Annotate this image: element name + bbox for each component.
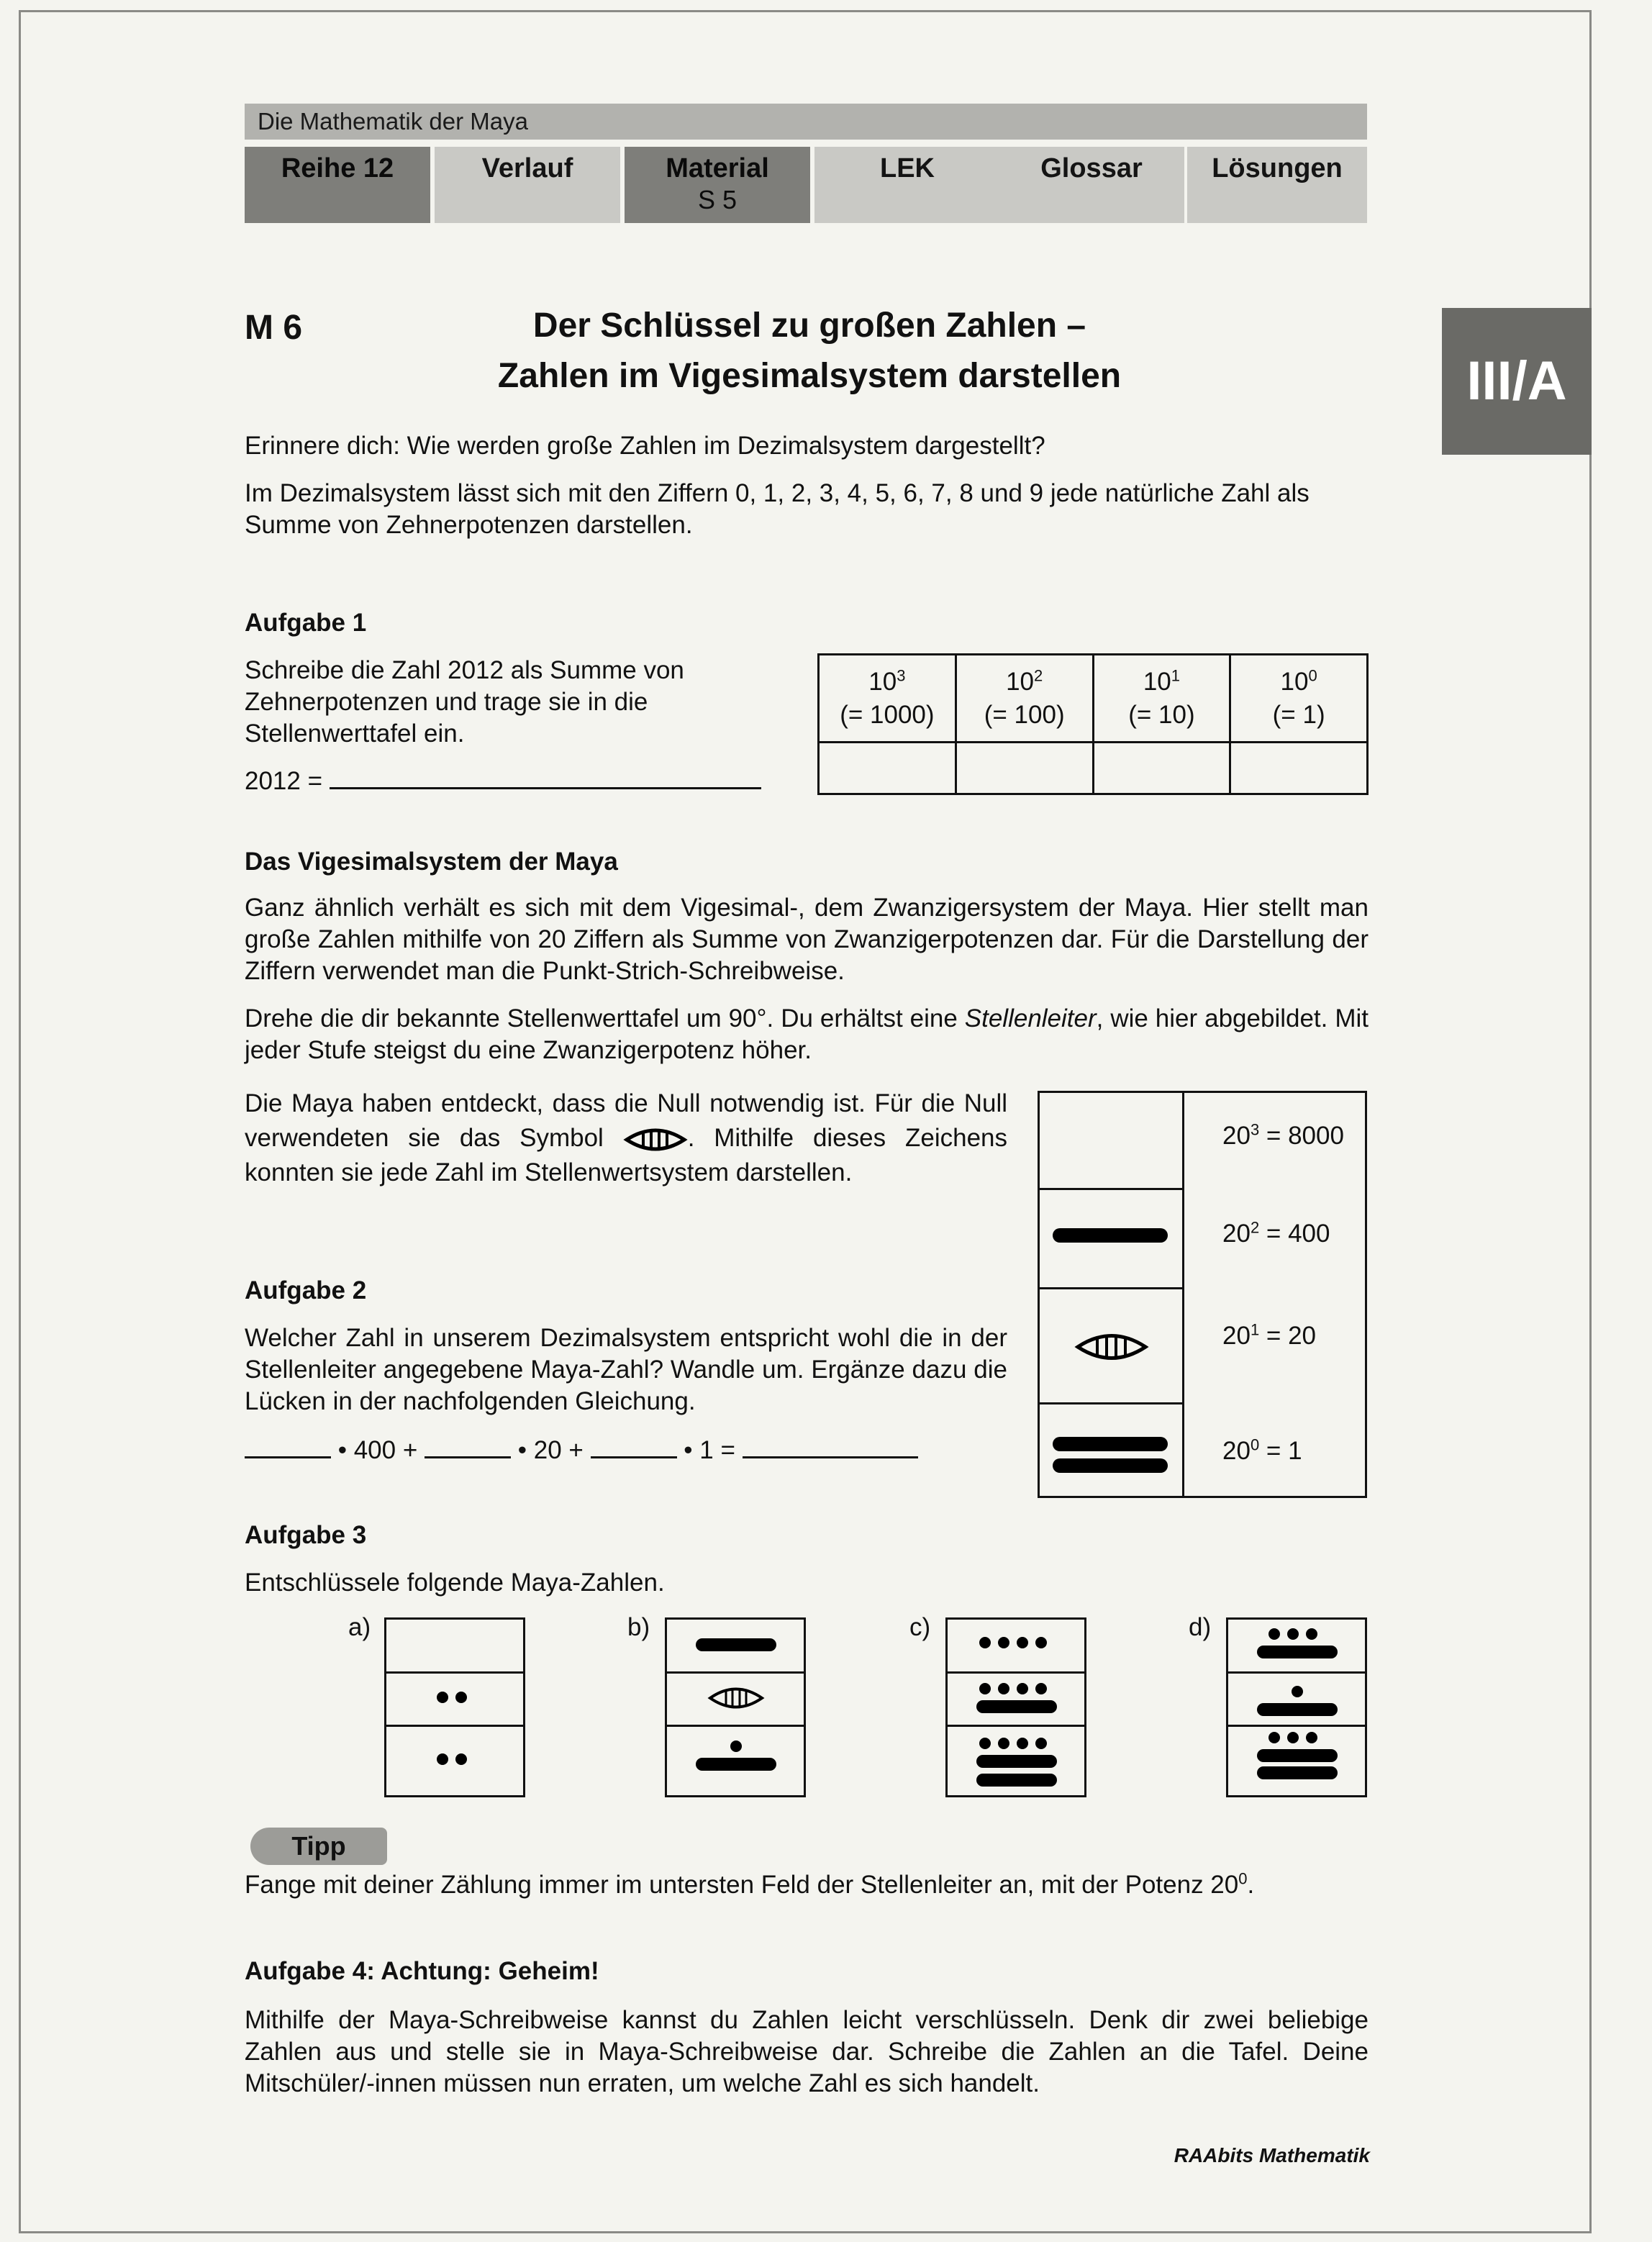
tab-lek[interactable] bbox=[814, 147, 1000, 223]
pv-header-1: $10^0$ (= 1) bbox=[1230, 655, 1368, 743]
vigesimal-para-1: Ganz ähnlich verhält es sich mit dem Vigesimal-, dem Zwanzigersystem der Maya. Hier stellt man große Zahlen mithilfe von 20 Ziffern als Summe von Zwanzigerpotenzen dar. Für die Darstellung der Ziffern verwendet man die Punkt-Strich-Schreibweise. bbox=[245, 894, 1369, 985]
material-id: M 6 bbox=[245, 309, 303, 347]
eq-blank-3[interactable] bbox=[591, 1456, 677, 1458]
eq-blank-result[interactable] bbox=[743, 1456, 918, 1458]
series-title-bar bbox=[245, 104, 1367, 140]
eq-blank-2[interactable] bbox=[425, 1456, 511, 1458]
tab-verlauf[interactable] bbox=[435, 147, 620, 223]
footer-brand: RAAbits Mathematik bbox=[1174, 2144, 1370, 2166]
maya-bar-icon bbox=[1053, 1228, 1168, 1243]
task2-equation: • 400 + • 20 + • 1 = bbox=[245, 1435, 1007, 1466]
section-badge: III/A bbox=[1442, 308, 1592, 455]
task4-heading: Aufgabe 4: Achtung: Geheim! bbox=[245, 1957, 599, 1985]
tab-glossar[interactable] bbox=[999, 147, 1184, 223]
maya-number-d bbox=[1226, 1617, 1367, 1797]
title-line-1: Der Schlüssel zu großen Zahlen – bbox=[532, 307, 1086, 345]
eq-blank-1[interactable] bbox=[245, 1456, 331, 1458]
task3-label-d: d) bbox=[1189, 1613, 1212, 1641]
maya-zero-shell-icon bbox=[623, 1125, 688, 1154]
task3-label-c: c) bbox=[909, 1613, 931, 1641]
maya-zero-shell-icon bbox=[707, 1683, 765, 1713]
tip-label: Tipp bbox=[250, 1828, 387, 1865]
tab-sublabel: S 5 bbox=[697, 185, 738, 214]
maya-number-a bbox=[384, 1617, 525, 1797]
tab-label: Reihe 12 bbox=[281, 153, 394, 183]
tab-reihe[interactable] bbox=[245, 147, 430, 223]
tab-label: Lösungen bbox=[1212, 153, 1343, 183]
pv-header-10: $10^1$ (= 10) bbox=[1093, 655, 1230, 743]
intro-text: Im Dezimalsystem lässt sich mit den Ziffern 0, 1, 2, 3, 4, 5, 6, 7, 8 und 9 jede natürliche Zahl als Summe von Zehnerpotenzen darstellen. bbox=[245, 479, 1310, 539]
pv-cell-10[interactable] bbox=[1093, 743, 1230, 794]
ladder-power-1: $20^0 = 1$ bbox=[1222, 1435, 1302, 1465]
tab-label: LEK bbox=[880, 153, 935, 183]
ladder-power-8000: $20^3 = 8000$ bbox=[1222, 1120, 1344, 1150]
maya-bar-icon bbox=[1053, 1437, 1168, 1451]
tab-label: Glossar bbox=[1040, 153, 1143, 183]
page-title bbox=[403, 301, 1216, 401]
pv-header-100: $10^2$ (= 100) bbox=[956, 655, 1093, 743]
pv-cell-1000[interactable] bbox=[819, 743, 956, 794]
task1-heading: Aufgabe 1 bbox=[245, 609, 367, 637]
vigesimal-para-3: Die Maya haben entdeckt, dass die Null notwendig ist. Für die Null verwendeten sie das Symbol . Mithilfe dieses Zeichens konnten sie jede Zahl im Stellenwertsystem darstellen. bbox=[245, 1089, 1007, 1186]
tab-loesungen[interactable] bbox=[1187, 147, 1367, 223]
ladder-power-20: $20^1 = 20$ bbox=[1222, 1320, 1317, 1350]
task3-heading: Aufgabe 3 bbox=[245, 1521, 367, 1549]
intro-question: Erinnere dich: Wie werden große Zahlen im Dezimalsystem dargestellt? bbox=[245, 432, 1045, 460]
maya-zero-shell-icon bbox=[1074, 1329, 1149, 1365]
task2-heading: Aufgabe 2 bbox=[245, 1276, 367, 1304]
title-line-2: Zahlen im Vigesimalsystem darstellen bbox=[497, 357, 1122, 395]
tab-label: Verlauf bbox=[481, 153, 573, 183]
task4-text: Mithilfe der Maya-Schreibweise kannst du Zahlen leicht verschlüsseln. Denk dir zwei beliebige Zahlen aus und stelle sie in Maya-Schreibweise dar. Schreibe die Zahlen an die Tafel. Deine Mitschüler/-innen müssen nun erraten, um welche Zahl es sich handelt. bbox=[245, 2006, 1369, 2097]
place-value-table bbox=[817, 653, 1369, 795]
task2-text: Welcher Zahl in unserem Dezimalsystem entspricht wohl die in der Stellenleiter angegebene Maya-Zahl? Wandle um. Ergänze dazu die Lücken in der nachfolgenden Gleichung. bbox=[245, 1324, 1007, 1415]
maya-number-b bbox=[665, 1617, 806, 1797]
ladder-power-400: $20^2 = 400$ bbox=[1222, 1218, 1330, 1248]
vigesimal-heading: Das Vigesimalsystem der Maya bbox=[245, 848, 618, 876]
tab-material[interactable] bbox=[625, 147, 810, 223]
vigesimal-para-2: Drehe die dir bekannte Stellenwerttafel um 90°. Du erhältst eine Stellenleiter, wie hier abgebildet. Mit jeder Stufe steigst du eine Zwanzigerpotenz höher. bbox=[245, 1004, 1369, 1064]
task3-text: Entschlüssele folgende Maya-Zahlen. bbox=[245, 1569, 665, 1597]
maya-number-c bbox=[945, 1617, 1086, 1797]
task1-answer-line bbox=[245, 766, 777, 797]
maya-bar-icon bbox=[1053, 1458, 1168, 1473]
tip-text: Fange mit deiner Zählung immer im untersten Feld der Stellenleiter an, mit der Potenz $20^0$. bbox=[245, 1869, 1255, 1899]
task3-label-b: b) bbox=[627, 1613, 650, 1641]
task1-text: Schreibe die Zahl 2012 als Summe von Zehnerpotenzen und trage sie in die Stellenwerttafel ein. bbox=[245, 656, 684, 748]
tab-label: Material bbox=[666, 153, 769, 183]
task3-label-a: a) bbox=[348, 1613, 371, 1641]
pv-header-1000: $10^3$ (= 1000) bbox=[819, 655, 956, 743]
pv-cell-1[interactable] bbox=[1230, 743, 1368, 794]
task1-answer-blank[interactable] bbox=[330, 787, 761, 789]
pv-cell-100[interactable] bbox=[956, 743, 1093, 794]
place-value-ladder bbox=[1038, 1091, 1367, 1498]
series-title: Die Mathematik der Maya bbox=[258, 108, 528, 135]
task1-answer-prefix: 2012 = bbox=[245, 767, 323, 795]
